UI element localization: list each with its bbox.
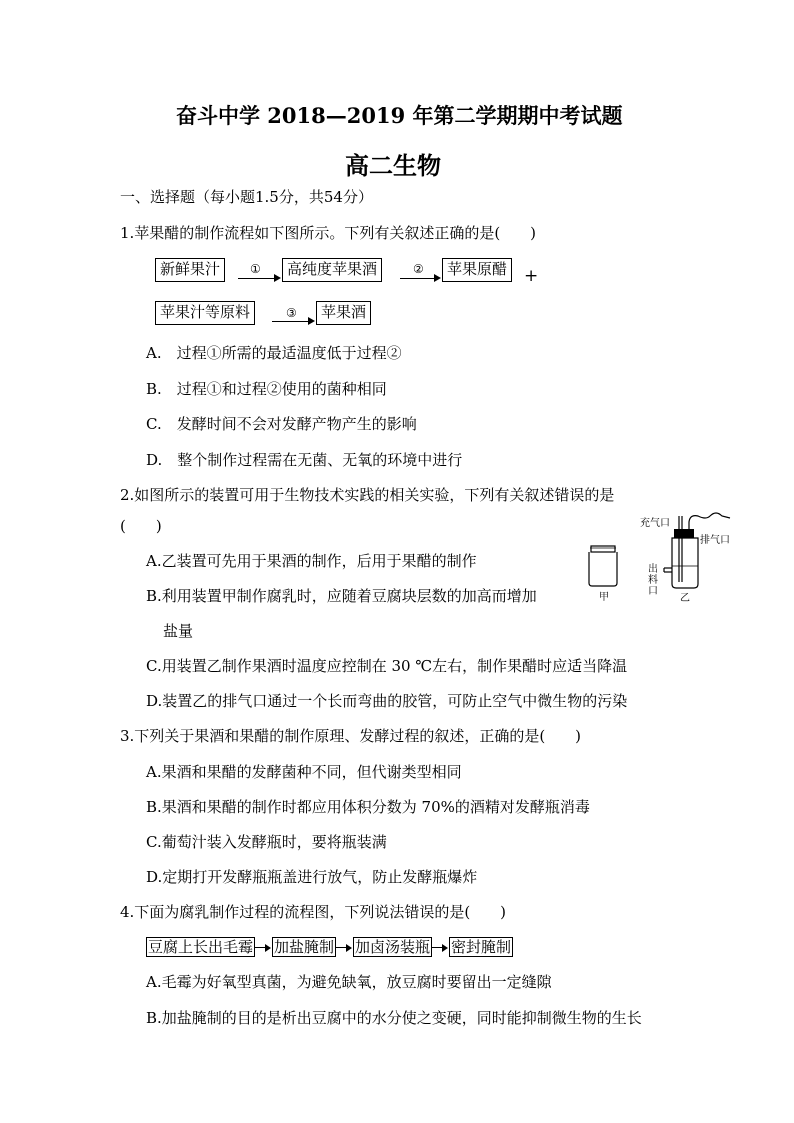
exam-title: 奋斗中学 2018—2019 年第二学期期中考试题	[176, 103, 623, 128]
q2-stem: 2.如图所示的装置可用于生物技术实践的相关实验，下列有关叙述错误的是	[120, 486, 615, 504]
q2-option-b-cont: 盐量	[163, 622, 194, 640]
section-heading: 一、选择题（每小题1.5分，共54分）	[120, 188, 373, 206]
label-outlet-2: 料	[648, 575, 658, 586]
q4-flow-box-2: 加盐腌制	[274, 938, 335, 956]
q2-option-a: A.乙装置可先用于果酒的制作，后用于果醋的制作	[146, 552, 477, 570]
q4-flow-box-1: 豆腐上长出毛霉	[148, 938, 254, 956]
arrow-head-icon	[434, 274, 441, 282]
arrow-head-icon	[346, 944, 352, 952]
flow-arrow-3	[272, 321, 308, 322]
q1-option-d: D. 整个制作过程需在无菌、无氧的环境中进行	[146, 451, 463, 469]
label-bottle-yi: 乙	[680, 593, 690, 604]
q4-option-a: A.毛霉为好氧型真菌，为避免缺氧，放豆腐时要留出一定缝隙	[146, 973, 552, 991]
q2-stem-bracket: ( )	[120, 517, 162, 535]
flow-step-3: ③	[286, 306, 297, 320]
q2-option-c: C.用装置乙制作果酒时温度应控制在 30 ℃左右，制作果醋时应适当降温	[146, 657, 628, 675]
flow-box-apple-vinegar: 苹果原醋	[442, 258, 512, 282]
arrow-head-icon	[442, 944, 448, 952]
q4-flow-diagram	[146, 936, 513, 957]
q1-option-a: A. 过程①所需的最适温度低于过程②	[146, 344, 402, 362]
flow-step-2: ②	[413, 262, 424, 276]
label-exhaust-port: 排气口	[700, 535, 730, 546]
label-air-inlet: 充气口	[640, 518, 670, 529]
q4-stem: 4.下面为腐乳制作过程的流程图，下列说法错误的是( )	[120, 903, 507, 921]
arrow-line	[255, 947, 265, 948]
arrow-head-icon	[274, 274, 281, 282]
q1-option-b: B. 过程①和过程②使用的菌种相同	[146, 380, 387, 398]
arrow-line	[336, 947, 346, 948]
q3-option-d: D.定期打开发酵瓶瓶盖进行放气，防止发酵瓶爆炸	[146, 868, 478, 886]
flow-box-apple-wine: 苹果酒	[316, 301, 371, 325]
q4-option-b: B.加盐腌制的目的是析出豆腐中的水分使之变硬，同时能抑制微生物的生长	[146, 1009, 642, 1027]
arrow-head-icon	[265, 944, 271, 952]
subject-title: 高二生物	[345, 151, 441, 180]
arrow-head-icon	[308, 317, 315, 325]
plus-sign: +	[524, 266, 539, 286]
flow-box-apple-wine-high: 高纯度苹果酒	[282, 258, 382, 282]
flow-box-apple-juice-materials: 苹果汁等原料	[155, 301, 255, 325]
q1-option-c: C. 发酵时间不会对发酵产物产生的影响	[146, 415, 417, 433]
label-jar-jia: 甲	[599, 592, 609, 603]
flow-arrow-1	[238, 278, 274, 279]
q3-option-b: B.果酒和果醋的制作时都应用体积分数为 70%的酒精对发酵瓶消毒	[146, 798, 590, 816]
q3-option-a: A.果酒和果醋的发酵菌种不同，但代谢类型相同	[146, 763, 462, 781]
q2-option-d: D.装置乙的排气口通过一个长而弯曲的胶管，可防止空气中微生物的污染	[146, 692, 628, 710]
q3-stem: 3.下列关于果酒和果醋的制作原理、发酵过程的叙述，正确的是( )	[120, 727, 582, 745]
flow-box-fresh-juice: 新鲜果汁	[155, 258, 225, 282]
q3-option-c: C.葡萄汁装入发酵瓶时，要将瓶装满	[146, 833, 387, 851]
q4-flow-box-3: 加卤汤装瓶	[355, 938, 431, 956]
label-outlet-3: 口	[648, 586, 658, 597]
flow-arrow-2	[400, 278, 434, 279]
flow-step-1: ①	[250, 262, 261, 276]
label-outlet-1: 出	[648, 564, 658, 575]
q1-stem: 1.苹果醋的制作流程如下图所示。下列有关叙述正确的是( )	[120, 224, 537, 242]
q4-flow-box-4: 密封腌制	[451, 938, 512, 956]
arrow-line	[432, 947, 442, 948]
q2-option-b: B.利用装置甲制作腐乳时，应随着豆腐块层数的加高而增加	[146, 587, 537, 605]
